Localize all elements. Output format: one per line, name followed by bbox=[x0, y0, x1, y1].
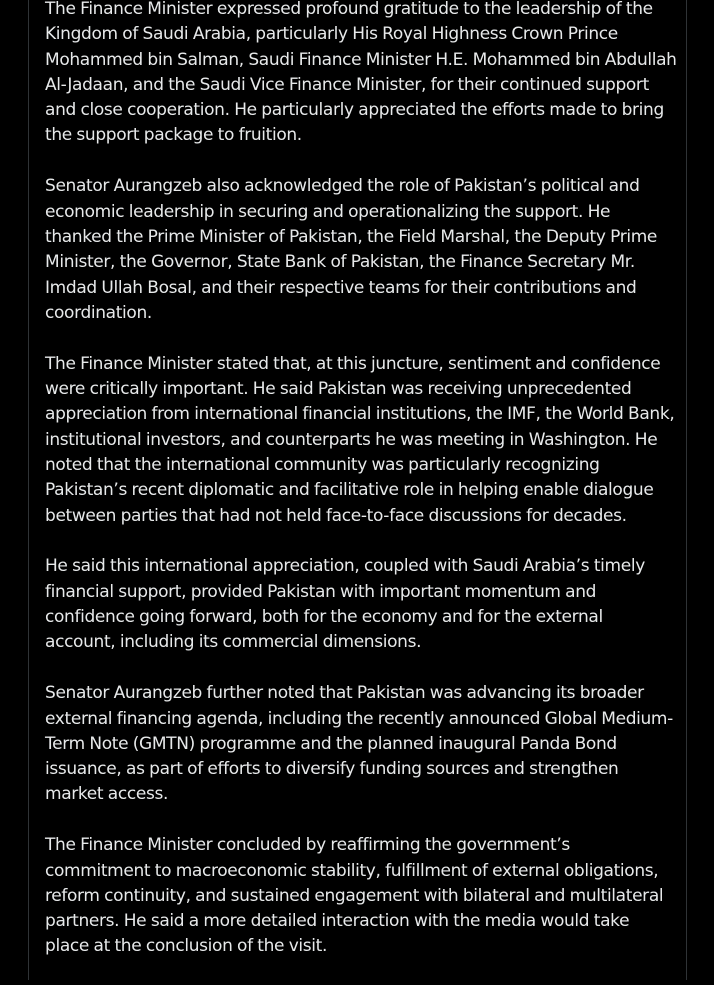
post-paragraph: He said this international appreciation, coupled with Saudi Arabia’s timely financial support, provided Pakistan with important momentum and confidence going forward, both for the economy and for the external account, including its commercial dimensions. bbox=[45, 556, 645, 653]
post-paragraph: The Finance Minister expressed profound gratitude to the leadership of the Kingdom of Saudi Arabia, particularly His Royal Highness Crown Prince Mohammed bin Salman, Saudi Finance Minister H.E. Mohammed bin Abdullah Al-Jadaan, and the Saudi Vice Finance Minister, for their continued support and close cooperation. He particularly appreciated the efforts made to bring the support package to fruition. bbox=[45, 0, 677, 146]
post-paragraph: Senator Aurangzeb further noted that Pakistan was advancing its broader external financing agenda, including the recently announced Global Medium-Term Note (GMTN) programme and the planned inaugural Panda Bond issuance, as part of efforts to diversify funding sources and strengthen market access. bbox=[45, 683, 673, 805]
post-paragraph: The Finance Minister concluded by reaffirming the government’s commitment to macroeconomic stability, fulfillment of external obligations, reform continuity, and sustained engagement with bilateral and multilateral partners. He said a more detailed interaction with the media would take place at the conclusion of the visit. bbox=[45, 835, 664, 957]
post-body bbox=[45, 0, 677, 985]
post-paragraph: Senator Aurangzeb also acknowledged the role of Pakistan’s political and economic leadership in securing and operationalizing the support. He thanked the Prime Minister of Pakistan, the Field Marshal, the Deputy Prime Minister, the Governor, State Bank of Pakistan, the Finance Secretary Mr. Imdad Ullah Bosal, and their respective teams for their contributions and coordination. bbox=[45, 176, 658, 323]
post-paragraph: The Finance Minister stated that, at this juncture, sentiment and confidence were critically important. He said Pakistan was receiving unprecedented appreciation from international financial institutions, the IMF, the World Bank, institutional investors, and counterparts he was meeting in Washington. He noted that the international community was particularly recognizing Pakistan’s recent diplomatic and facilitative role in helping enable dialogue between parties that had not held face-to-face discussions for decades. bbox=[45, 353, 675, 526]
